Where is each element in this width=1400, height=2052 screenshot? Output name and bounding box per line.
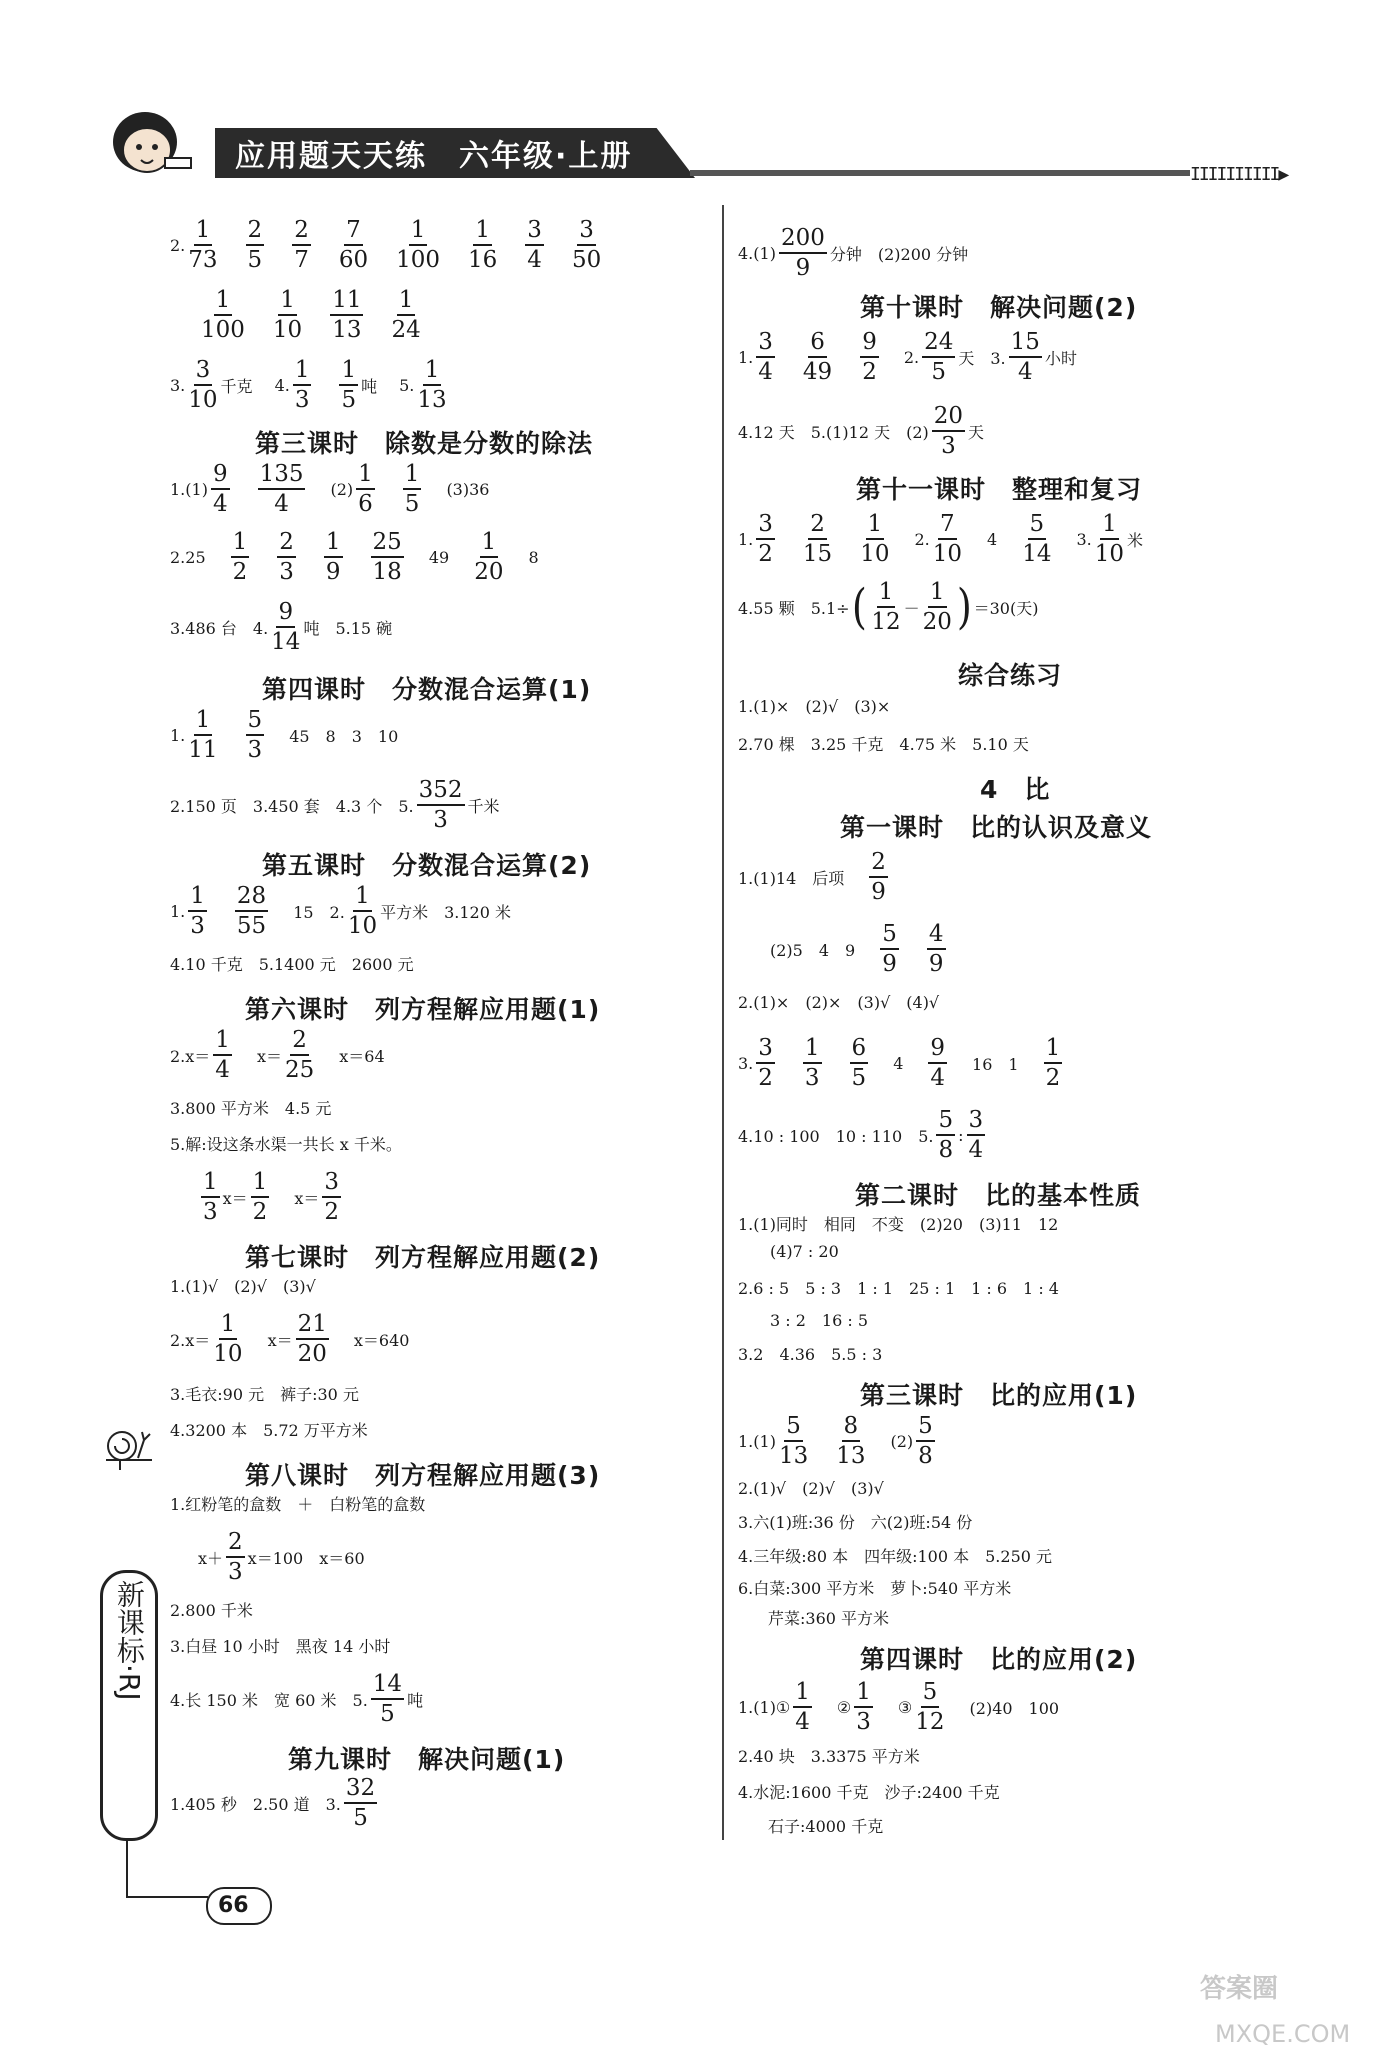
section-title: 第九课时 解决问题(1) bbox=[288, 1745, 566, 1774]
right-row-2: 1. 3 4 6 49 9 2 2. 24 5 天 3. 15 4 小时 bbox=[738, 329, 1077, 386]
section-title: 第十一课时 整理和复习 bbox=[856, 475, 1143, 504]
left-row-6: 3.486 台 4. 9 14 吨 5.15 碗 bbox=[170, 599, 393, 656]
left-row-4: 1.(1) 9 4 135 4 (2) 1 6 1 5 (3)36 bbox=[170, 461, 490, 518]
section-title: 第一课时 比的认识及意义 bbox=[840, 813, 1153, 842]
fraction: 1 9 bbox=[325, 529, 341, 586]
right-row-23: 芹菜:360 平方米 bbox=[768, 1609, 890, 1628]
fraction: 1 10 bbox=[213, 1311, 243, 1368]
right-row-19: 2.(1)√ (2)√ (3)√ bbox=[738, 1479, 884, 1498]
fraction: 1 6 bbox=[358, 461, 373, 518]
fraction: 6 49 bbox=[802, 329, 833, 386]
fraction: 1 2 bbox=[1045, 1035, 1061, 1092]
fraction: 1 100 bbox=[396, 217, 441, 274]
right-row-26: 4.水泥:1600 千克 沙子:2400 千克 bbox=[738, 1783, 1000, 1802]
right-row-21: 4.三年级:80 本 四年级:100 本 5.250 元 bbox=[738, 1547, 1053, 1566]
page-bracket bbox=[126, 1838, 128, 1898]
fraction: 1 11 bbox=[188, 707, 218, 764]
left-row-18: 4.3200 本 5.72 万平方米 bbox=[170, 1421, 368, 1440]
right-row-13: 1.(1)同时 相同 不变 (2)20 (3)11 12 bbox=[738, 1215, 1059, 1234]
right-row-20: 3.六(1)班:36 份 六(2)班:54 份 bbox=[738, 1513, 973, 1532]
header-title: 应用题天天练 六年级·上册 bbox=[235, 139, 633, 174]
page-bracket bbox=[126, 1896, 208, 1898]
fraction: 1 12 bbox=[871, 579, 901, 636]
side-label bbox=[100, 1580, 158, 1701]
left-row-21: 2.800 千米 bbox=[170, 1601, 253, 1620]
left-row-5: 2.25 1 2 2 3 1 9 25 18 49 1 20 8 bbox=[170, 529, 539, 586]
fraction: 8 13 bbox=[836, 1413, 866, 1470]
cartoon-boy-icon bbox=[105, 100, 195, 190]
left-row-23: 4.长 150 米 宽 60 米 5. 14 5 吨 bbox=[170, 1671, 424, 1728]
fraction: 7 60 bbox=[338, 217, 369, 274]
section-title: 第八课时 列方程解应用题(3) bbox=[245, 1461, 601, 1490]
left-row-9: 1. 1 3 28 55 15 2. 1 10 平方米 3.120 米 bbox=[170, 883, 512, 940]
fraction: 3 2 bbox=[758, 1035, 773, 1092]
section-title: 第三课时 除数是分数的除法 bbox=[255, 429, 594, 458]
section-title: 第五课时 分数混合运算(2) bbox=[262, 851, 592, 880]
fraction: 1 4 bbox=[215, 1027, 230, 1084]
fraction: 24 5 bbox=[924, 329, 954, 386]
fraction: 5 14 bbox=[1022, 511, 1052, 568]
fraction: 9 2 bbox=[862, 329, 877, 386]
fraction: 1 3 bbox=[294, 357, 310, 414]
fraction: 5 8 bbox=[938, 1107, 954, 1164]
section-title: 第六课时 列方程解应用题(1) bbox=[245, 995, 601, 1024]
fraction: 20 3 bbox=[933, 403, 964, 460]
section-title: 第十课时 解决问题(2) bbox=[860, 293, 1138, 322]
left-row-1: 2. 1 73 2 5 2 7 7 60 1 100 1 16 3 4 3 50 bbox=[170, 217, 602, 274]
fraction: 1 5 bbox=[341, 357, 357, 414]
right-row-9: (2)5 4 9 5 9 4 9 bbox=[770, 921, 944, 978]
fraction: 1 10 bbox=[1094, 511, 1125, 568]
section-title: 综合练习 bbox=[958, 661, 1063, 690]
fraction: 2 3 bbox=[279, 529, 294, 586]
fraction: 1 24 bbox=[391, 287, 421, 344]
header-rule bbox=[690, 170, 1190, 176]
fraction: 2 15 bbox=[802, 511, 833, 568]
right-row-6: 1.(1)× (2)√ (3)× bbox=[738, 697, 891, 716]
header-arrow-icon: IIIIIIIIII▶ bbox=[1190, 164, 1288, 185]
fraction: 3 4 bbox=[758, 329, 773, 386]
fraction: 6 5 bbox=[851, 1035, 867, 1092]
fraction: 21 20 bbox=[297, 1311, 327, 1368]
right-row-10: 2.(1)× (2)× (3)√ (4)√ bbox=[738, 993, 940, 1012]
fraction: 1 3 bbox=[856, 1679, 871, 1736]
left-row-22: 3.白昼 10 小时 黑夜 14 小时 bbox=[170, 1637, 391, 1656]
fraction: 1 4 bbox=[795, 1679, 810, 1736]
right-row-16: 3 : 2 16 : 5 bbox=[770, 1311, 869, 1330]
left-row-8: 2.150 页 3.450 套 4.3 个 5. 352 3 千米 bbox=[170, 777, 500, 834]
left-row-15: 1.(1)√ (2)√ (3)√ bbox=[170, 1277, 316, 1296]
left-row-2 bbox=[198, 288, 424, 342]
fraction: 5 13 bbox=[778, 1413, 809, 1470]
section-title: 第三课时 比的应用(1) bbox=[860, 1381, 1138, 1410]
right-row-1: 4.(1) 200 9 分钟 (2)200 分钟 bbox=[738, 225, 969, 282]
watermark-logo: 答案圈 bbox=[1200, 1974, 1279, 2004]
watermark-url: MXQE.COM bbox=[1215, 2020, 1351, 2048]
left-row-3: 3. 3 10 千克 4. 1 3 1 5 吨 5. 1 13 bbox=[170, 357, 447, 414]
fraction: 1 20 bbox=[922, 579, 952, 636]
fraction: 28 55 bbox=[236, 883, 267, 940]
fraction: 7 10 bbox=[932, 511, 963, 568]
fraction: 135 4 bbox=[259, 461, 304, 518]
left-row-14: 1 3 x＝ 1 2 x＝ 3 2 bbox=[203, 1169, 339, 1226]
fraction: 9 4 bbox=[212, 461, 228, 518]
fraction: 2 9 bbox=[871, 849, 886, 906]
fraction: 25 18 bbox=[372, 529, 402, 586]
fraction: 5 3 bbox=[247, 707, 263, 764]
fraction: 1 73 bbox=[188, 217, 218, 274]
left-row-13: 5.解:设这条水渠一共长 x 千米。 bbox=[170, 1135, 402, 1154]
fraction: 3 2 bbox=[324, 1169, 339, 1226]
fraction: 1 3 bbox=[190, 883, 205, 940]
fraction: 2 25 bbox=[284, 1027, 315, 1084]
fraction: 1 5 bbox=[404, 461, 420, 518]
fraction: 4 9 bbox=[928, 921, 944, 978]
section-title: 第七课时 列方程解应用题(2) bbox=[245, 1243, 601, 1272]
right-row-14: (4)7 : 20 bbox=[770, 1242, 839, 1261]
right-row-7: 2.70 棵 3.25 千克 4.75 米 5.10 天 bbox=[738, 735, 1029, 754]
fraction: 5 12 bbox=[915, 1679, 945, 1736]
left-row-17: 3.毛衣:90 元 裤子:30 元 bbox=[170, 1385, 359, 1404]
fraction: 1 20 bbox=[474, 529, 504, 586]
fraction: 15 4 bbox=[1010, 329, 1040, 386]
section-title: 第四课时 分数混合运算(1) bbox=[262, 675, 592, 704]
fraction: 2 7 bbox=[294, 217, 309, 274]
fraction: 32 5 bbox=[345, 1775, 376, 1832]
right-row-3: 4.12 天 5.(1)12 天 (2) 20 3 天 bbox=[738, 403, 985, 460]
fraction: 2 3 bbox=[228, 1529, 243, 1586]
right-row-11: 3. 3 2 1 3 6 5 4 9 4 16 1 1 2 bbox=[738, 1035, 1061, 1092]
left-row-24: 1.405 秒 2.50 道 3. 32 5 bbox=[170, 1775, 376, 1832]
fraction: 1 10 bbox=[347, 883, 378, 940]
fraction: 3 10 bbox=[188, 357, 218, 414]
fraction: 9 14 bbox=[271, 599, 301, 656]
left-row-16: 2.x＝ 1 10 x＝ 21 20 x＝640 bbox=[170, 1311, 410, 1368]
left-row-19: 1.红粉笔的盒数 ＋ 白粉笔的盒数 bbox=[170, 1495, 426, 1514]
right-row-12: 4.10 : 100 10 : 110 5. 5 8 : 3 4 bbox=[738, 1107, 984, 1164]
page-number: 66 bbox=[218, 1893, 249, 1918]
right-row-18: 1.(1) 5 13 8 13 (2) 5 8 bbox=[738, 1413, 933, 1470]
left-row-20: x＋ 2 3 x＝100 x＝60 bbox=[198, 1529, 365, 1586]
fraction: 352 3 bbox=[418, 777, 463, 834]
snail-icon bbox=[98, 1420, 158, 1470]
fraction: 1 3 bbox=[203, 1169, 218, 1226]
fraction: 1 3 bbox=[804, 1035, 820, 1092]
right-row-24: 1.(1)① 1 4 ② 1 3 ③ 5 12 (2)40 100 bbox=[738, 1679, 1060, 1736]
side-label-text: 新课标·RJ bbox=[112, 1580, 146, 1701]
fraction: 200 9 bbox=[780, 225, 825, 282]
fraction: 9 4 bbox=[930, 1035, 946, 1092]
fraction: 2 5 bbox=[247, 217, 263, 274]
section-title: 第二课时 比的基本性质 bbox=[855, 1181, 1142, 1210]
fraction: 1 13 bbox=[417, 357, 447, 414]
fraction: 5 9 bbox=[882, 921, 897, 978]
chapter-title: 4 比 bbox=[980, 775, 1051, 804]
fraction: 3 50 bbox=[571, 217, 602, 274]
right-row-15: 2.6 : 5 5 : 3 1 : 1 25 : 1 1 : 6 1 : 4 bbox=[738, 1279, 1059, 1298]
fraction: 1 2 bbox=[232, 529, 248, 586]
fraction: 1 10 bbox=[860, 511, 890, 568]
left-row-12: 3.800 平方米 4.5 元 bbox=[170, 1099, 332, 1118]
right-row-5: 4.55 颗 5.1÷ ( 1 12 － 1 20 ) ＝30(天) bbox=[738, 579, 1039, 636]
fraction: 1 10 bbox=[272, 287, 303, 344]
fraction: 3 2 bbox=[758, 511, 773, 568]
fraction: 1 100 bbox=[201, 287, 245, 344]
fraction: 3 4 bbox=[968, 1107, 984, 1164]
section-title: 第四课时 比的应用(2) bbox=[860, 1645, 1138, 1674]
left-row-11: 2.x＝ 1 4 x＝ 2 25 x＝64 bbox=[170, 1027, 385, 1084]
fraction: 1 16 bbox=[468, 217, 498, 274]
fraction: 3 4 bbox=[527, 217, 542, 274]
left-row-7: 1. 1 11 5 3 45 8 3 10 bbox=[170, 707, 399, 764]
left-row-10: 4.10 千克 5.1400 元 2600 元 bbox=[170, 955, 414, 974]
fraction: 1 2 bbox=[252, 1169, 268, 1226]
right-row-22: 6.白菜:300 平方米 萝卜:540 平方米 bbox=[738, 1579, 1012, 1598]
right-row-25: 2.40 块 3.3375 平方米 bbox=[738, 1747, 920, 1766]
right-row-8: 1.(1)14 后项 2 9 bbox=[738, 849, 886, 906]
right-row-27: 石子:4000 千克 bbox=[768, 1817, 884, 1836]
right-row-4: 1. 3 2 2 15 1 10 2. 7 10 4 5 14 3. 1 10 米 bbox=[738, 511, 1144, 568]
fraction: 5 8 bbox=[918, 1413, 933, 1470]
column-divider bbox=[722, 205, 724, 1840]
right-row-17: 3.2 4.36 5.5 : 3 bbox=[738, 1345, 883, 1364]
fraction: 11 13 bbox=[332, 287, 362, 344]
fraction: 14 5 bbox=[372, 1671, 403, 1728]
